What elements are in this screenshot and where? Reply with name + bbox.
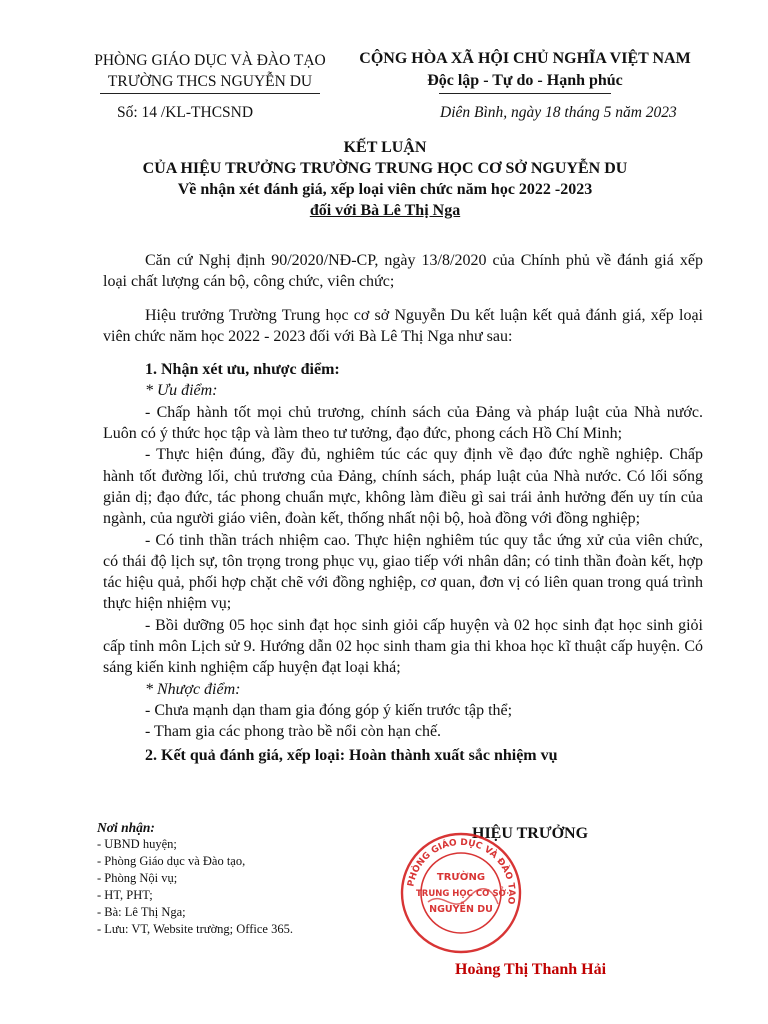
title-main: KẾT LUẬN xyxy=(343,139,427,156)
motto-underline xyxy=(439,93,611,94)
recipient-item: - UBND huyện; xyxy=(97,837,177,851)
document-title xyxy=(100,137,670,221)
recipient-item: - Phòng Nội vụ; xyxy=(97,871,178,885)
title-person: đối với Bà Lê Thị Nga xyxy=(309,202,461,219)
recipient-item: - HT, PHT; xyxy=(97,888,153,902)
svg-text:NGUYỄN DU: NGUYỄN DU xyxy=(429,904,493,915)
recipient-item: - Phòng Giáo dục và Đào tạo, xyxy=(97,854,246,868)
document-body xyxy=(103,250,703,766)
strength-item: - Bồi dưỡng 05 học sinh đạt học sinh giỏi cấp huyện và 02 học sinh đạt học sinh giỏi cấp tỉnh môn Lịch sử 9. Hướng dẫn 02 học sinh tham gia thi khoa học kĩ thuật cấp huyện. Có sáng kiến kinh nghiệm cấp huyện đạt loại khá; xyxy=(103,616,703,677)
org-underline xyxy=(100,93,320,94)
paragraph-conclusion-intro: Hiệu trưởng Trường Trung học cơ sở Nguyễn Du kết luận kết quả đánh giá, xếp loại viên chức năm học 2022 - 2023 đối với Bà Lê Thị Nga như sau: xyxy=(103,306,703,345)
strength-item: - Có tinh thần trách nhiệm cao. Thực hiện nghiêm túc quy tắc ứng xử của viên chức, có thái độ lịch sự, tôn trọng trong phục vụ, giao tiếp với nhân dân; có tinh thần đoàn kết, hợp tác hiệu quả, phối hợp chặt chẽ với đồng nghiệp, cơ quan, đơn vị có liên quan trong quá trình thực hiện nhiệm vụ; xyxy=(103,531,703,613)
org-department: PHÒNG GIÁO DỤC VÀ ĐÀO TẠO xyxy=(94,52,326,69)
nation-name: CỘNG HÒA XÃ HỘI CHỦ NGHĨA VIỆT NAM xyxy=(359,50,691,67)
title-subject: Về nhận xét đánh giá, xếp loại viên chức năm học 2022 -2023 xyxy=(177,181,593,198)
nation-motto: Độc lập - Tự do - Hạnh phúc xyxy=(427,72,623,89)
issuing-organization xyxy=(70,50,350,94)
weakness-item: - Tham gia các phong trào bề nổi còn hạn chế. xyxy=(145,723,442,741)
official-seal-stamp xyxy=(398,830,524,956)
signature-title: HIỆU TRƯỞNG xyxy=(472,825,589,842)
svg-text:PHÒNG GIÁO DỤC VÀ ĐÀO TẠO: PHÒNG GIÁO DỤC VÀ ĐÀO TẠO xyxy=(406,837,517,905)
signer-name: Hoàng Thị Thanh Hải xyxy=(455,961,607,978)
strength-item: - Thực hiện đúng, đầy đủ, nghiêm túc các quy định về đạo đức nghề nghiệp. Chấp hành tốt đường lối, chủ trương của Đảng, chính sách, pháp luật của Nhà nước. Có lối sống giản dị; đạo đức, tác phong chuẩn mực, không làm điều gì sai trái ảnh hưởng đến uy tín của ngành, của người giáo viên, đoàn kết, thống nhất nội bộ, hoà đồng với đồng nghiệp; xyxy=(103,446,703,528)
strengths-label: * Ưu điểm: xyxy=(145,382,218,400)
section-1-heading: 1. Nhận xét ưu, nhược điểm: xyxy=(145,361,340,379)
recipient-item: - Lưu: VT, Website trường; Office 365. xyxy=(97,922,293,936)
svg-text:TRUNG HỌC CƠ SỞ: TRUNG HỌC CƠ SỞ xyxy=(415,889,507,899)
svg-text:TRƯỜNG: TRƯỜNG xyxy=(436,872,486,883)
title-issuer: CỦA HIỆU TRƯỞNG TRƯỜNG TRUNG HỌC CƠ SỞ NGUYỄN DU xyxy=(142,160,628,177)
recipient-item: - Bà: Lê Thị Nga; xyxy=(97,905,186,919)
national-heading xyxy=(335,48,715,94)
section-2-result: 2. Kết quả đánh giá, xếp loại: Hoàn thành xuất sắc nhiệm vụ xyxy=(145,746,558,764)
recipients-title: Nơi nhận: xyxy=(97,820,155,835)
weakness-item: - Chưa mạnh dạn tham gia đóng góp ý kiến trước tập thể; xyxy=(145,701,513,719)
document-date: Diên Bình, ngày 18 tháng 5 năm 2023 xyxy=(440,104,677,121)
recipients-list xyxy=(97,819,293,938)
org-school: TRƯỜNG THCS NGUYỄN DU xyxy=(107,73,313,90)
strength-item: - Chấp hành tốt mọi chủ trương, chính sách của Đảng và pháp luật của Nhà nước. Luôn có ý thức học tập và làm theo tư tưởng, đạo đức, phong cách Hồ Chí Minh; xyxy=(103,403,703,443)
weaknesses-label: * Nhược điểm: xyxy=(145,680,241,698)
document-number: Số: 14 /KL-THCSND xyxy=(117,104,254,121)
paragraph-legal-basis: Căn cứ Nghị định 90/2020/NĐ-CP, ngày 13/8/2020 của Chính phủ về đánh giá xếp loại chất lượng cán bộ, công chức, viên chức; xyxy=(103,252,703,291)
